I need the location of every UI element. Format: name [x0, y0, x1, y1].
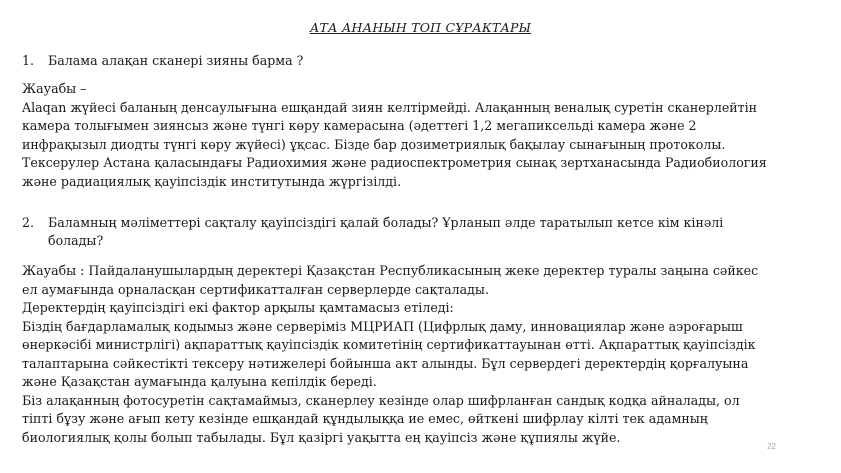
answer-2-line: биологиялық қолы болып табылады. Бұл қазіргі уақытта ең қауіпсіз және құпиялы жүйе.	[22, 429, 621, 445]
answer-1-line: Тексерулер Астана қаласындағы Радиохимия және радиоспектрометрия сынақ зертханасында Радиобиология	[22, 155, 767, 170]
question-1	[22, 52, 303, 70]
answer-1-line: және радиациялық қауіпсіздік институтында жүргізілді.	[22, 173, 402, 189]
answer-2-line: талаптарына сәйкестікті тексеру нәтижелері бойынша акт алынды. Бұл сервердегі деректердің қорғалуына	[22, 355, 749, 371]
answer-1	[22, 80, 822, 191]
answer-2-line: ел аумағында орналасқан сертификатталған серверлерде сақталады.	[22, 281, 489, 297]
question-2	[22, 214, 723, 250]
answer-1-heading: Жауабы –	[22, 81, 87, 96]
question-2-text: Баламның мәліметтері сақталу қауіпсіздігі қалай болады? Ұрланып әлде таратылып кетсе кім кінәлі	[48, 215, 724, 230]
answer-1-line: инфрақызыл диодты түнгі көру жүйесі) ұқсас. Бізде бар дозиметриялық бақылау сынағының протоколы.	[22, 136, 726, 152]
question-1-number: 1.	[22, 53, 35, 68]
page-number: 22	[767, 442, 776, 451]
answer-2-line: Біздің бағдарламалық кодымыз және серверіміз МЦРИАП (Цифрлық даму, инновациялар және аэроғарыш	[22, 318, 743, 334]
question-2-number: 2.	[22, 215, 35, 230]
question-2-text-cont: болады?	[48, 233, 104, 248]
answer-2-line: Деректердің қауіпсіздігі екі фактор арқылы қамтамасыз етіледі:	[22, 300, 454, 315]
page-title: АТА АНАНЫН ТОП СҰРАКТАРЫ	[309, 20, 532, 35]
answer-2-line: Жауабы : Пайдаланушылардың деректері Қазақстан Республикасының жеке деректер туралы заңына сәйкес	[22, 263, 759, 278]
answer-2-line: өнеркәсібі министрлігі) ақпараттық қауіпсіздік комитетінің сертификаттауынан өтті. Ақпараттық қауіпсіздік	[22, 337, 756, 352]
answer-2-line: тіпті бұзу және ағып кету кезінде ешқандай құндылыққа ие емес, өйткені шифрлау кілті тек адамның	[22, 411, 708, 426]
answer-2	[22, 262, 822, 447]
question-1-text: Балама алақан сканері зияны барма ?	[48, 53, 304, 68]
answer-1-line: камера толығымен зиянсыз және түнгі көру камерасына (әдеттегі 1,2 мегапиксельді камера және 2	[22, 118, 697, 133]
answer-1-line: Alaqan жүйесі баланың денсаулығына ешқандай зиян келтірмейді. Алақанның веналық суретін сканерлейтін	[22, 99, 758, 115]
answer-2-line: және Қазақстан аумағында қалуына кепілдік береді.	[22, 374, 377, 389]
answer-2-line: Біз алақанның фотосуретін сақтамаймыз, сканерлеу кезінде олар шифрланған сандық кодқа айналады, ол	[22, 392, 740, 408]
